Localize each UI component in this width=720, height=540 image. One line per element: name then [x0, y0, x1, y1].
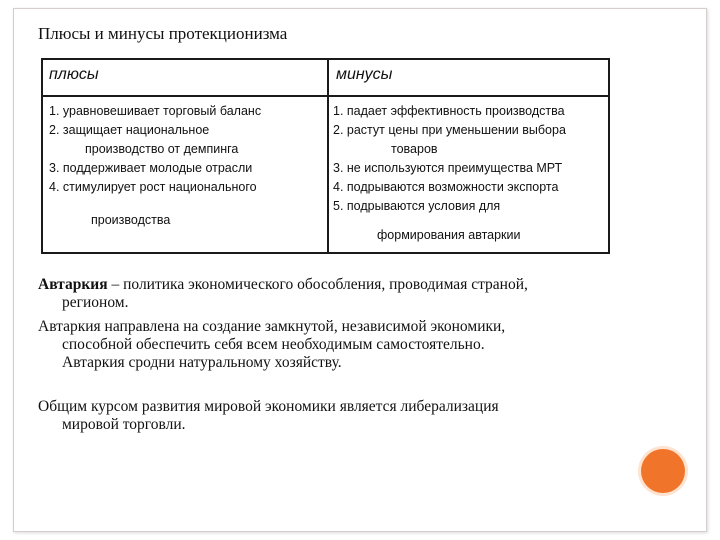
plus-item-continuation: производство от демпинга — [85, 142, 239, 156]
paragraph-line: мировой торговли. — [62, 416, 186, 433]
decorative-circle — [641, 449, 685, 493]
minus-item-continuation: товаров — [391, 142, 438, 156]
header-minus: минусы — [336, 66, 393, 83]
minus-item: 1. падает эффективность производства — [333, 104, 565, 118]
minus-item: 3. не используются преимущества МРТ — [333, 161, 563, 175]
plus-item-continuation: производства — [91, 213, 171, 227]
minus-item: 4. подрываются возможности экспорта — [333, 180, 559, 194]
definition-continuation: регионом. — [62, 294, 129, 311]
plus-item: 1. уравновешивает торговый баланс — [49, 104, 262, 118]
term-autarky: Автаркия — [38, 276, 108, 293]
table-column-divider — [327, 60, 329, 252]
minus-item: 2. растут цены при уменьшении выбора — [333, 123, 566, 137]
paragraph-line: Автаркия сродни натуральному хозяйству. — [62, 354, 342, 371]
header-plus: плюсы — [49, 66, 99, 83]
slide-title: Плюсы и минусы протекционизма — [38, 24, 288, 43]
definition-text: – политика экономического обособления, проводимая страной, — [107, 276, 528, 293]
paragraph-autarky-definition — [38, 276, 688, 312]
paragraph-line: способной обеспечить себя всем необходимым самостоятельно. — [62, 336, 485, 353]
plus-item: 2. защищает национальное — [49, 123, 210, 137]
plus-list — [49, 102, 321, 230]
paragraph-line: Автаркия направлена на создание замкнутой, независимой экономики, — [38, 318, 506, 335]
table-header-row — [43, 60, 608, 97]
plus-item: 4. стимулирует рост национального — [49, 180, 257, 194]
plus-item: 3. поддерживает молодые отрасли — [49, 161, 253, 175]
minus-item-continuation: формирования автаркии — [377, 228, 521, 242]
minus-list — [333, 102, 605, 245]
paragraph-autarky-goal — [38, 318, 688, 372]
pros-cons-table — [41, 58, 610, 254]
minus-item: 5. подрываются условия для — [333, 199, 501, 213]
paragraph-line: Общим курсом развития мировой экономики является либерализация — [38, 398, 499, 415]
paragraph-liberalization — [38, 398, 688, 434]
